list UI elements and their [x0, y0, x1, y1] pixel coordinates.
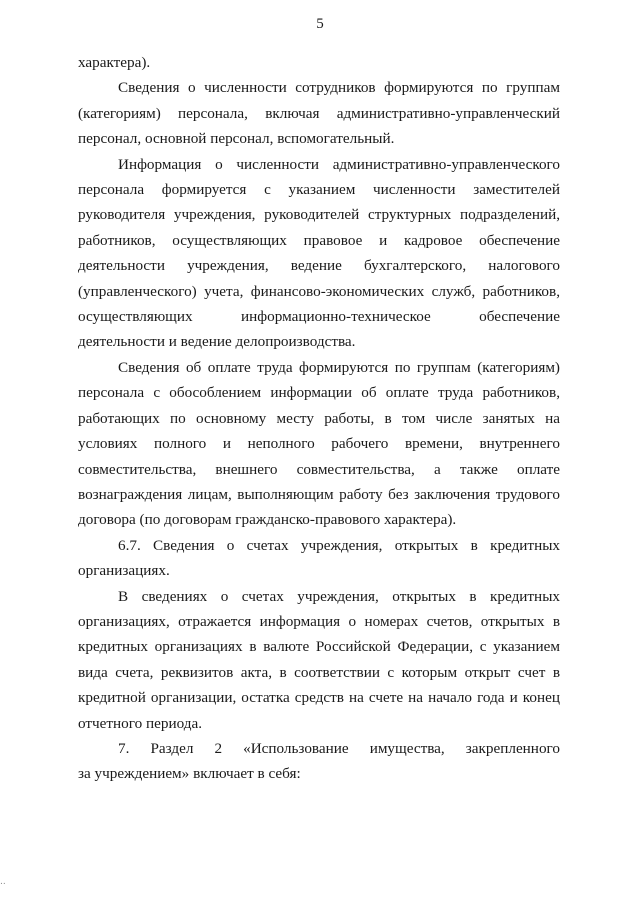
section-7-word: Раздел	[150, 739, 194, 757]
section-7-heading	[78, 736, 560, 761]
paragraph-bank-accounts: В сведениях о счетах учреждения, открытых в кредитных организациях, отражается информация о номерах счетов, открытых в кредитных организациях в валюте Российской Федерации, с указанием вида счета, реквизитов акта, в соответствии с которым открыт счет в кредитной организации, остатка средств на счете на начало года и конец отчетного периода.	[78, 587, 560, 732]
page-number: 5	[316, 16, 324, 32]
heading-6-7: 6.7. Сведения о счетах учреждения, открытых в кредитных организациях.	[78, 536, 560, 580]
paragraph-admin-staff: Информация о численности административно-управленческого персонала формируется с указанием численности заместителей руководителя учреждения, руководителей структурных подразделений, работников, осуществляющих правовое и кадровое обеспечение деятельности учреждения, ведение бухгалтерского, налогового (управленческого) учета, финансово-экономических служб, работников, осуществляющих информационно-техническое обеспечение деятельности и ведение делопроизводства.	[78, 155, 560, 351]
section-7-title-part-3: закрепленного	[465, 739, 560, 757]
section-7-number: 7.	[118, 739, 130, 757]
section-7-title-part-1: «Использование	[243, 739, 349, 757]
section-7-continuation: за учреждением» включает в себя:	[78, 765, 301, 783]
section-7-section-number: 2	[214, 739, 223, 757]
paragraph-payroll: Сведения об оплате труда формируются по группам (категориям) персонала с обособлением информации об оплате труда работников, работающих по основному месту работы, в том числе занятых на условиях полного и неполного рабочего времени, внутреннего совместительства, внешнего совместительства, а также оплате вознаграждения лицам, выполняющим работу без заключения трудового договора (по договорам гражданско-правового характера).	[78, 358, 560, 529]
section-7-title-part-2: имущества,	[369, 739, 445, 757]
paragraph-continuation: характера).	[78, 54, 151, 71]
document-body	[78, 50, 560, 787]
paragraph-staff-count: Сведения о численности сотрудников формируются по группам (категориям) персонала, включая административно-управленческий персонал, основной персонал, вспомогательный.	[78, 79, 560, 148]
corner-mark: ..	[0, 877, 6, 887]
